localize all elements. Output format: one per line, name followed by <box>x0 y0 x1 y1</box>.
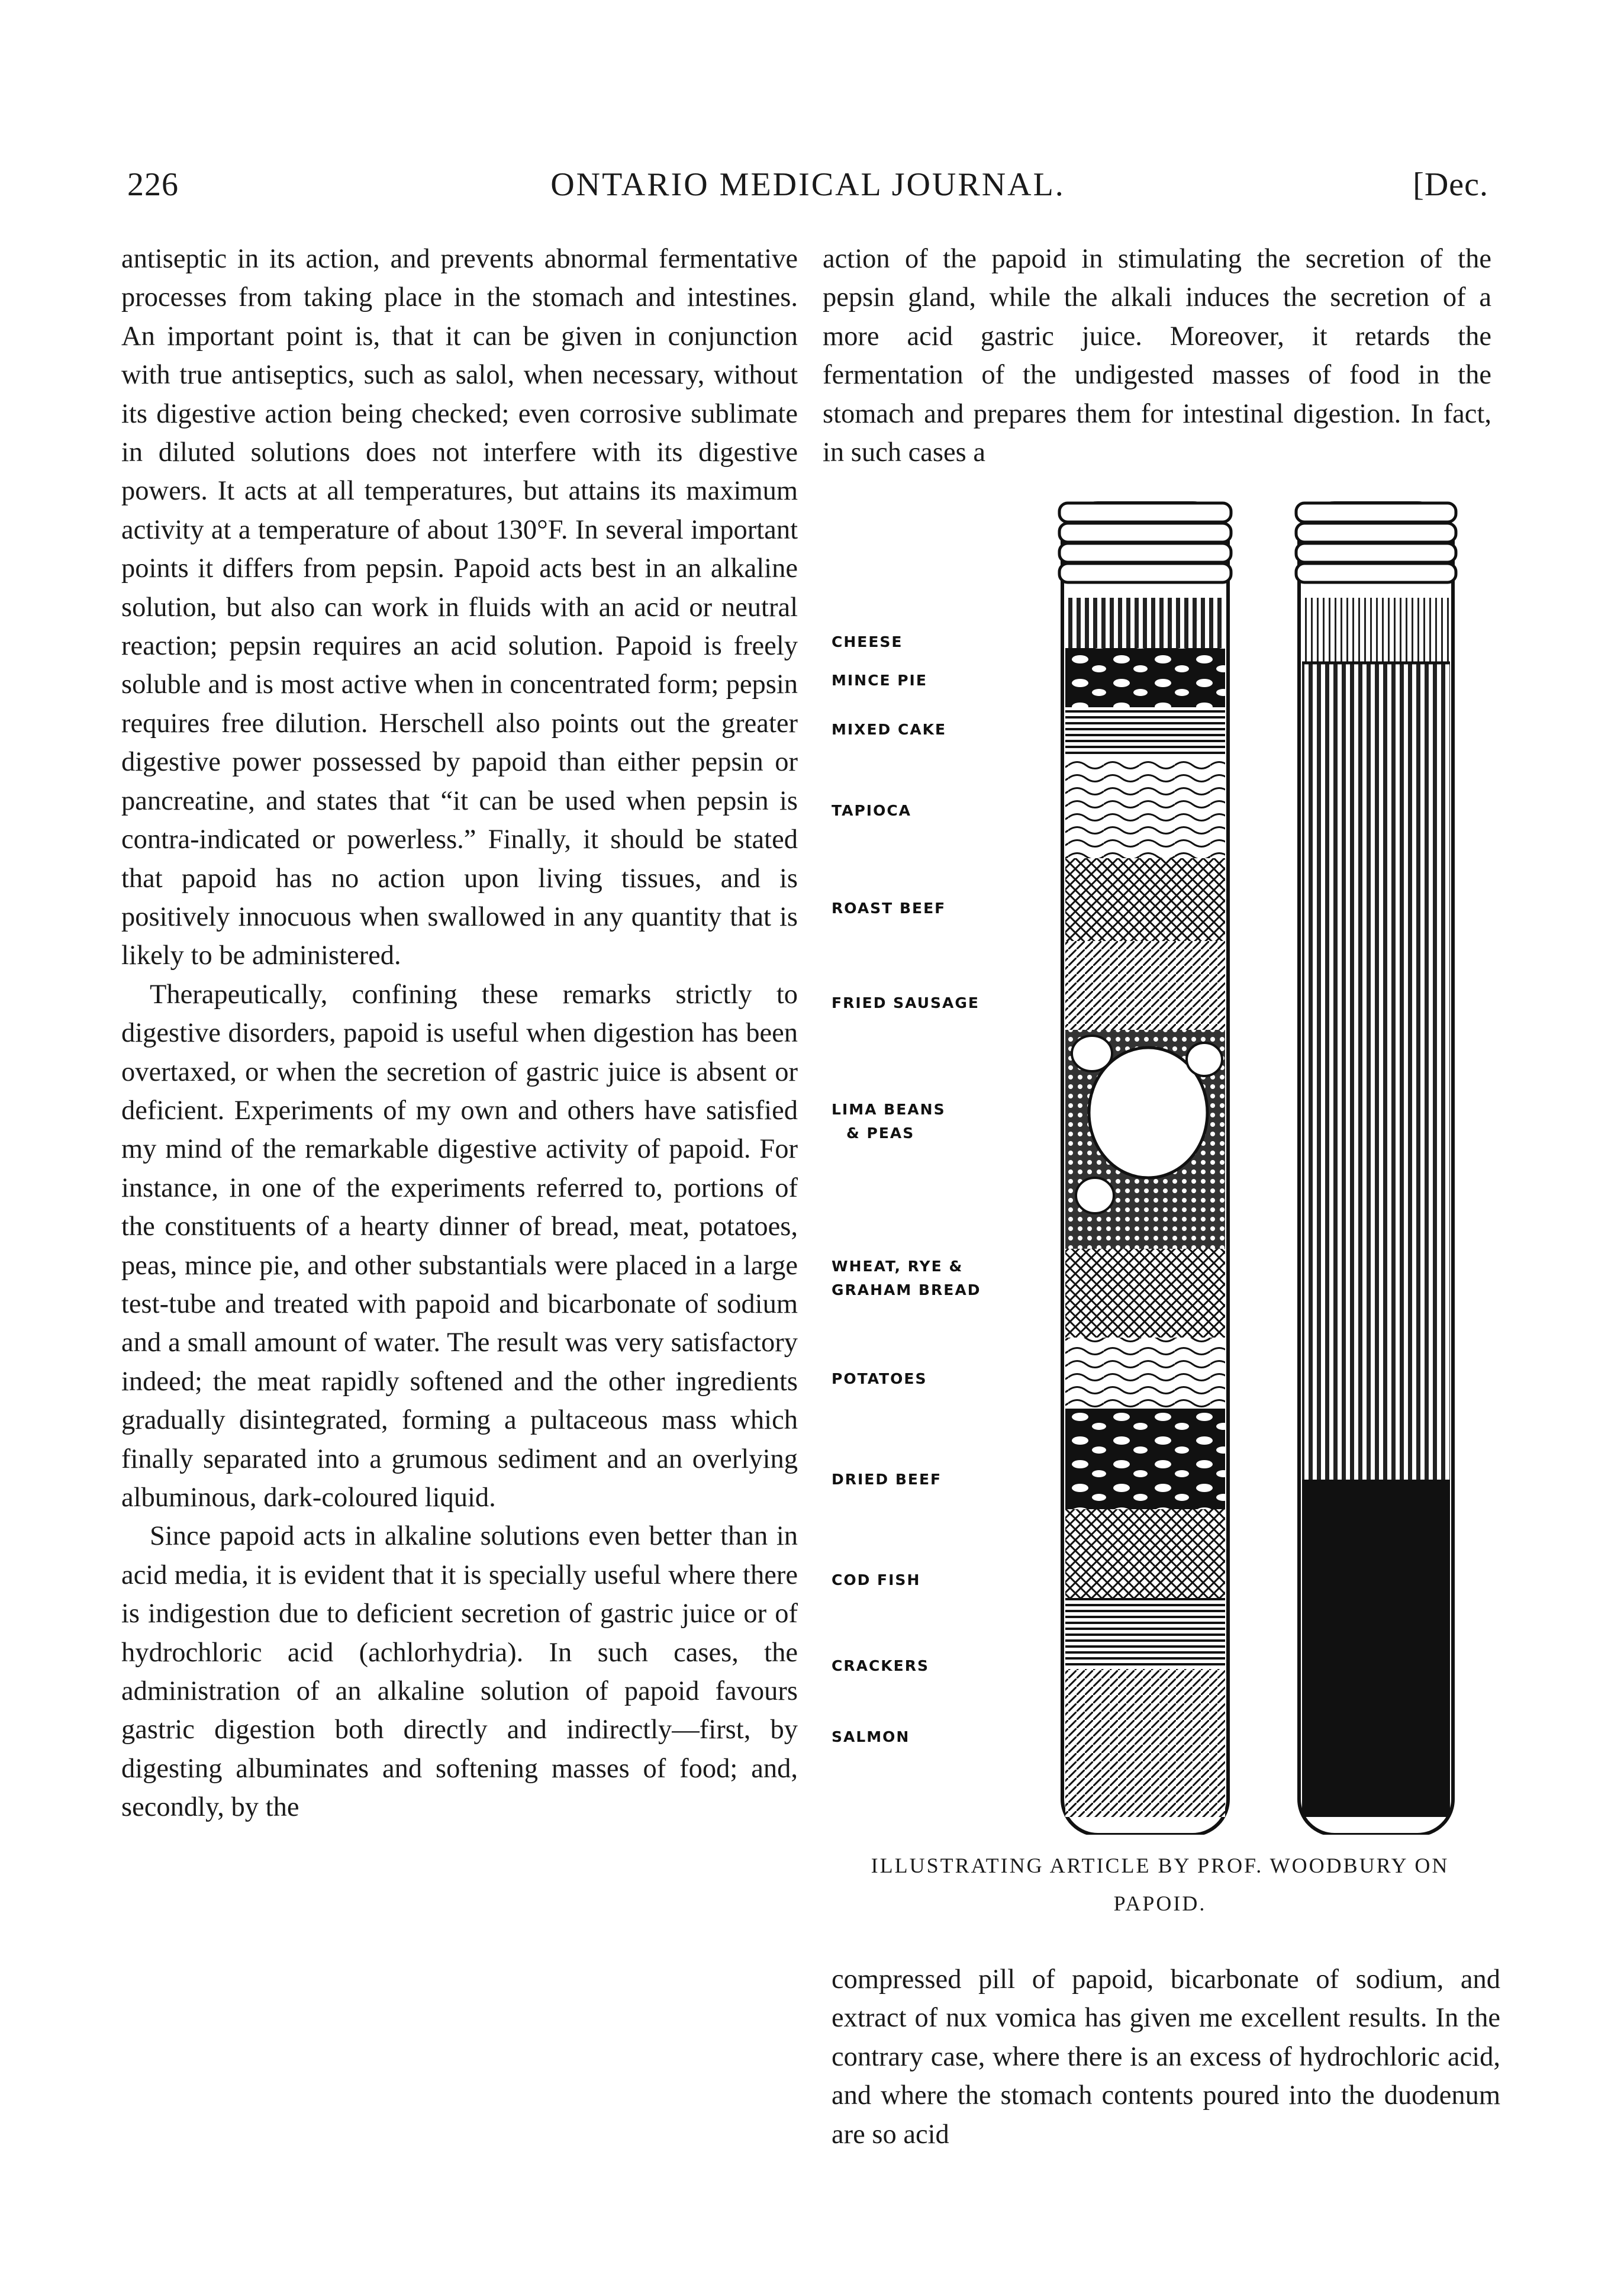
food-label: LIMA BEANS <box>832 1101 946 1118</box>
food-label: MINCE PIE <box>832 672 927 689</box>
food-label: TAPIOCA <box>832 802 912 819</box>
paragraph: compressed pill of papoid, bicarbonate of sodium, and extract of nux vomica has given me excellent results. In the contrary case, where there is an excess of hydrochloric acid, and where the stomach contents poured into the duodenum are so acid <box>832 1964 1500 2150</box>
paragraph: action of the papoid in stimulating the secretion of the pepsin gland, while the alkali induces the secretion of a more acid gastric juice. Moreover, it retards the fermentation of the undigested masses of food in the stomach and prepares them for intestinal digestion. In fact, in such cases a <box>823 244 1491 468</box>
caption-line: PAPOID. <box>1113 1892 1207 1915</box>
paragraph: antiseptic in its action, and prevents abnormal fermentative processes from taking place in the stomach and intestines. An important point is, that it can be given in conjunction with true antiseptics, such as salol, when necessary, without its digestive action being checked; even corrosive sublimate in diluted solutions does not interfere with its digestive powers. It acts at all temperatures, but attains its maximum activity at a temperature of about 130°F. In several important points it differs from pepsin. Papoid acts best in an alkaline solution, but also can work in fluids with an acid or neutral reaction; pepsin requires an acid solution. Papoid is freely soluble and is most active when in concentrated form; pepsin requires free dilution. Herschell also points out the greater digestive power possessed by papoid than either pepsin or pancreatine, and states that “it can be used when pepsin is contra-indicated or powerless.” Finally, it should be stated that papoid has no action upon living tissues, and is positively innocuous when swallowed in any quantity that is likely to be administered. <box>121 244 798 971</box>
paragraph: Therapeutically, confining these remarks strictly to digestive disorders, papoid is useful when digestion has been overtaxed, or when the secretion of gastric juice is absent or deficient. Experiments of my own and others have satisfied my mind of the remarkable digestive activity of papoid. For instance, in one of the experiments referred to, portions of the constituents of a hearty dinner of bread, meat, potatoes, peas, mince pie, and other substantials were placed in a large test-tube and treated with papoid and bicarbonate of sodium and a small amount of water. The result was very satisfactory indeed; the meat rapidly softened and the other ingredients gradually disintegrated, forming a pultaceous mass which finally separated into a grumous sediment and an overlying albuminous, dark-coloured liquid. <box>121 979 798 1513</box>
food-label: GRAHAM BREAD <box>832 1281 981 1299</box>
left-column <box>121 240 798 1827</box>
right-test-tube <box>1296 503 1456 1835</box>
food-label: FRIED SAUSAGE <box>832 994 979 1011</box>
right-column-bottom <box>832 1960 1500 2154</box>
journal-title: ONTARIO MEDICAL JOURNAL. <box>550 166 1065 203</box>
food-label: POTATOES <box>832 1370 927 1387</box>
left-test-tube <box>1059 503 1231 1835</box>
food-label: ROAST BEEF <box>832 900 946 917</box>
food-label: CRACKERS <box>832 1657 929 1674</box>
issue-month: [Dec. <box>1413 166 1488 203</box>
food-label: DRIED BEEF <box>832 1471 942 1488</box>
food-label: CHEESE <box>832 633 903 650</box>
figure-caption <box>826 1847 1494 1922</box>
test-tube-illustration <box>820 485 1518 1835</box>
food-label: SALMON <box>832 1728 910 1745</box>
paragraph: Since papoid acts in alkaline solutions even better than in acid media, it is evident that it is specially useful where there is indigestion due to deficient secretion of gastric juice or of hydrochloric acid (achlorhydria). In such cases, the administration of an alkaline solution of papoid favours gastric digestion both directly and indirectly—first, by digesting albuminates and softening masses of food; and, secondly, by the <box>121 1521 798 1823</box>
food-label: COD FISH <box>832 1571 921 1589</box>
food-label: & PEAS <box>846 1125 915 1142</box>
running-header <box>127 166 1488 213</box>
food-label: MIXED CAKE <box>832 721 947 738</box>
right-column-top <box>823 240 1491 472</box>
food-label: WHEAT, RYE & <box>832 1258 964 1275</box>
page-number: 226 <box>127 166 179 203</box>
caption-line: ILLUSTRATING ARTICLE BY PROF. WOODBURY ON <box>871 1854 1449 1877</box>
